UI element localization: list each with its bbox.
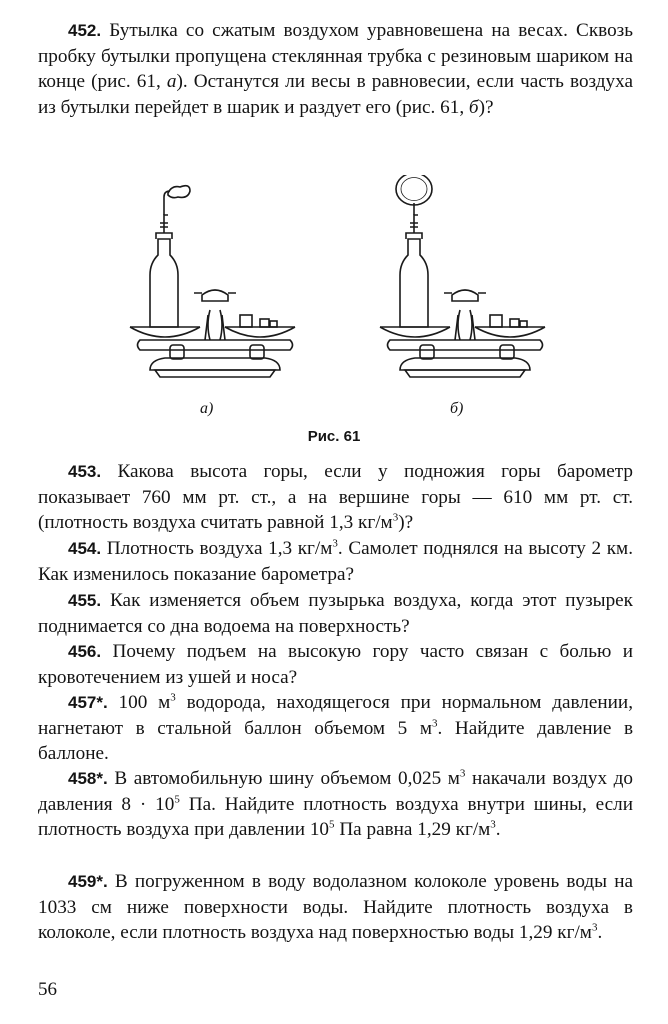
problem-number: 456.	[68, 642, 102, 661]
problem-number: 458*.	[68, 769, 108, 788]
figure-label-a: а)	[200, 400, 214, 417]
problem-454: 454. Плотность воздуха 1,3 $кг/м^3$. Самолет поднялся на высоту 2 км. Как изменилось показание барометра?	[38, 537, 633, 585]
problem-number: 459*.	[68, 872, 108, 891]
figure-label-b: б)	[450, 400, 464, 417]
problem-453: 453. Какова высота горы, если у подножия горы барометр показывает 760 мм рт. ст., а на вершине горы — 610 мм рт. ст. (плотность воздуха считать равной 1,3 $кг/м^3$)?	[38, 461, 634, 534]
problem-number: 455.	[68, 591, 102, 610]
problem-number: 453.	[68, 462, 102, 481]
balance-scales-illustration	[110, 175, 550, 405]
page-number: 56	[38, 979, 57, 1000]
problem-457: 457*. 100 $м^3$ водорода, находящегося при нормальном давлении, нагнетают в стальной баллон объемом 5 $м^3$. Найдите давление в баллоне.	[38, 691, 633, 765]
problem-452: 452. Бутылка со сжатым воздухом уравновешена на весах. Сквозь пробку бутылки пропущена стеклянная трубка с резиновым шариком на конце (рис. 61, а). Останутся ли весы в равновесии, если часть воздуха из бутылки перейдет в шарик и раздует его (рис. 61, б)?	[38, 20, 633, 118]
problem-number: 457*.	[68, 693, 108, 712]
problem-456: 456. Почему подъем на высокую гору часто связан с болью и кровотечением из ушей и носа?	[38, 641, 633, 688]
problem-number: 452.	[68, 21, 102, 40]
problem-455: 455. Как изменяется объем пузырька воздуха, когда этот пузырек поднимается со дна водоема на поверхность?	[38, 590, 634, 637]
scale-a	[130, 186, 295, 377]
problem-459: 459*. В погруженном в воду водолазном колоколе уровень воды на 1033 см ниже поверхности воды. Найдите плотность воздуха в колоколе, если плотность воздуха над поверхностью воды 1,29 $кг/м^3$.	[38, 871, 634, 944]
figure-caption: Рис. 61	[307, 428, 361, 445]
problem-number: 454.	[68, 539, 102, 558]
problem-458: 458*. В автомобильную шину объемом 0,025 $м^3$ накачали воздух до давления $8 \cdot 10^5$ Па. Найдите плотность воздуха внутри шины, если плотность воздуха при давлении $10^5$ Па равна 1,29 $кг/м^3$.	[38, 767, 634, 841]
figure-61	[110, 175, 550, 445]
scale-b	[380, 175, 545, 377]
